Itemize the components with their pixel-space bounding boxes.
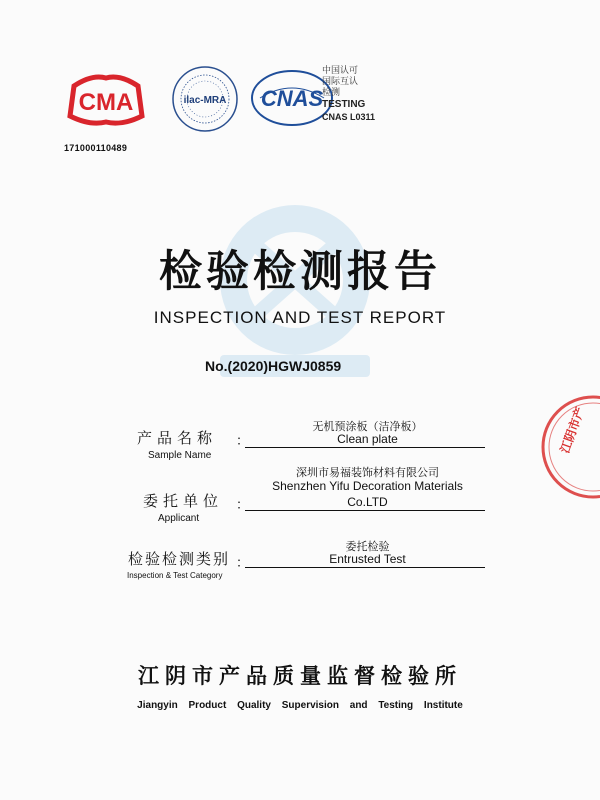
cnas-accreditation-text xyxy=(322,66,402,123)
svg-text:江阴市产: 江阴市产 xyxy=(557,405,588,456)
applicant-value-cn: 深圳市易福装饰材料有限公司 xyxy=(296,466,439,479)
cnas-testing-label: TESTING xyxy=(322,99,366,110)
certificate-number: 171000110489 xyxy=(64,143,128,153)
cma-logo xyxy=(62,72,150,128)
institute-name-cn: 江阴市产品质量监督检验所 xyxy=(138,664,462,688)
sample-name-label-en: Sample Name xyxy=(148,450,212,461)
cnas-code: CNAS L0311 xyxy=(322,112,376,122)
svg-text:CNAS: CNAS xyxy=(260,86,324,111)
report-title-en: INSPECTION AND TEST REPORT xyxy=(153,308,447,327)
report-number: No.(2020)HGWJ0859 xyxy=(205,358,342,374)
applicant-label-en: Applicant xyxy=(158,513,200,524)
report-title-cn: 检验检测报告 xyxy=(159,247,441,297)
category-value-en: Entrusted Test xyxy=(329,552,406,566)
sample-underline xyxy=(245,447,485,448)
svg-text:ilac-MRA: ilac-MRA xyxy=(183,95,227,106)
category-value-cn: 委托检验 xyxy=(345,540,390,553)
applicant-value-en-line1: Shenzhen Yifu Decoration Materials xyxy=(272,479,463,493)
applicant-colon: ： xyxy=(236,498,250,513)
cnas-cn-line-3: 检测 xyxy=(322,88,341,98)
official-seal xyxy=(538,392,600,502)
category-label-cn: 检验检测类别 xyxy=(128,550,231,568)
sample-value-cn: 无机预涂板（洁净板） xyxy=(312,420,423,433)
category-underline xyxy=(245,567,485,568)
applicant-label-cn: 委托单位 xyxy=(143,492,224,510)
cnas-cn-line-2: 国际互认 xyxy=(322,77,359,87)
institute-name-en: Jiangyin Product Quality Supervision and Testing Institute xyxy=(137,700,463,711)
sample-colon: ： xyxy=(236,434,250,449)
applicant-value-en-line2: Co.LTD xyxy=(347,495,388,509)
category-label-en: Inspection & Test Category xyxy=(127,571,223,580)
svg-text:CMA: CMA xyxy=(78,89,134,116)
ilac-mra-logo xyxy=(170,64,240,134)
sample-value-en: Clean plate xyxy=(337,432,398,446)
sample-name-label-cn: 产品名称 xyxy=(137,429,218,447)
applicant-underline xyxy=(245,510,485,511)
cnas-cn-line-1: 中国认可 xyxy=(322,66,359,76)
category-colon: ： xyxy=(236,556,250,571)
